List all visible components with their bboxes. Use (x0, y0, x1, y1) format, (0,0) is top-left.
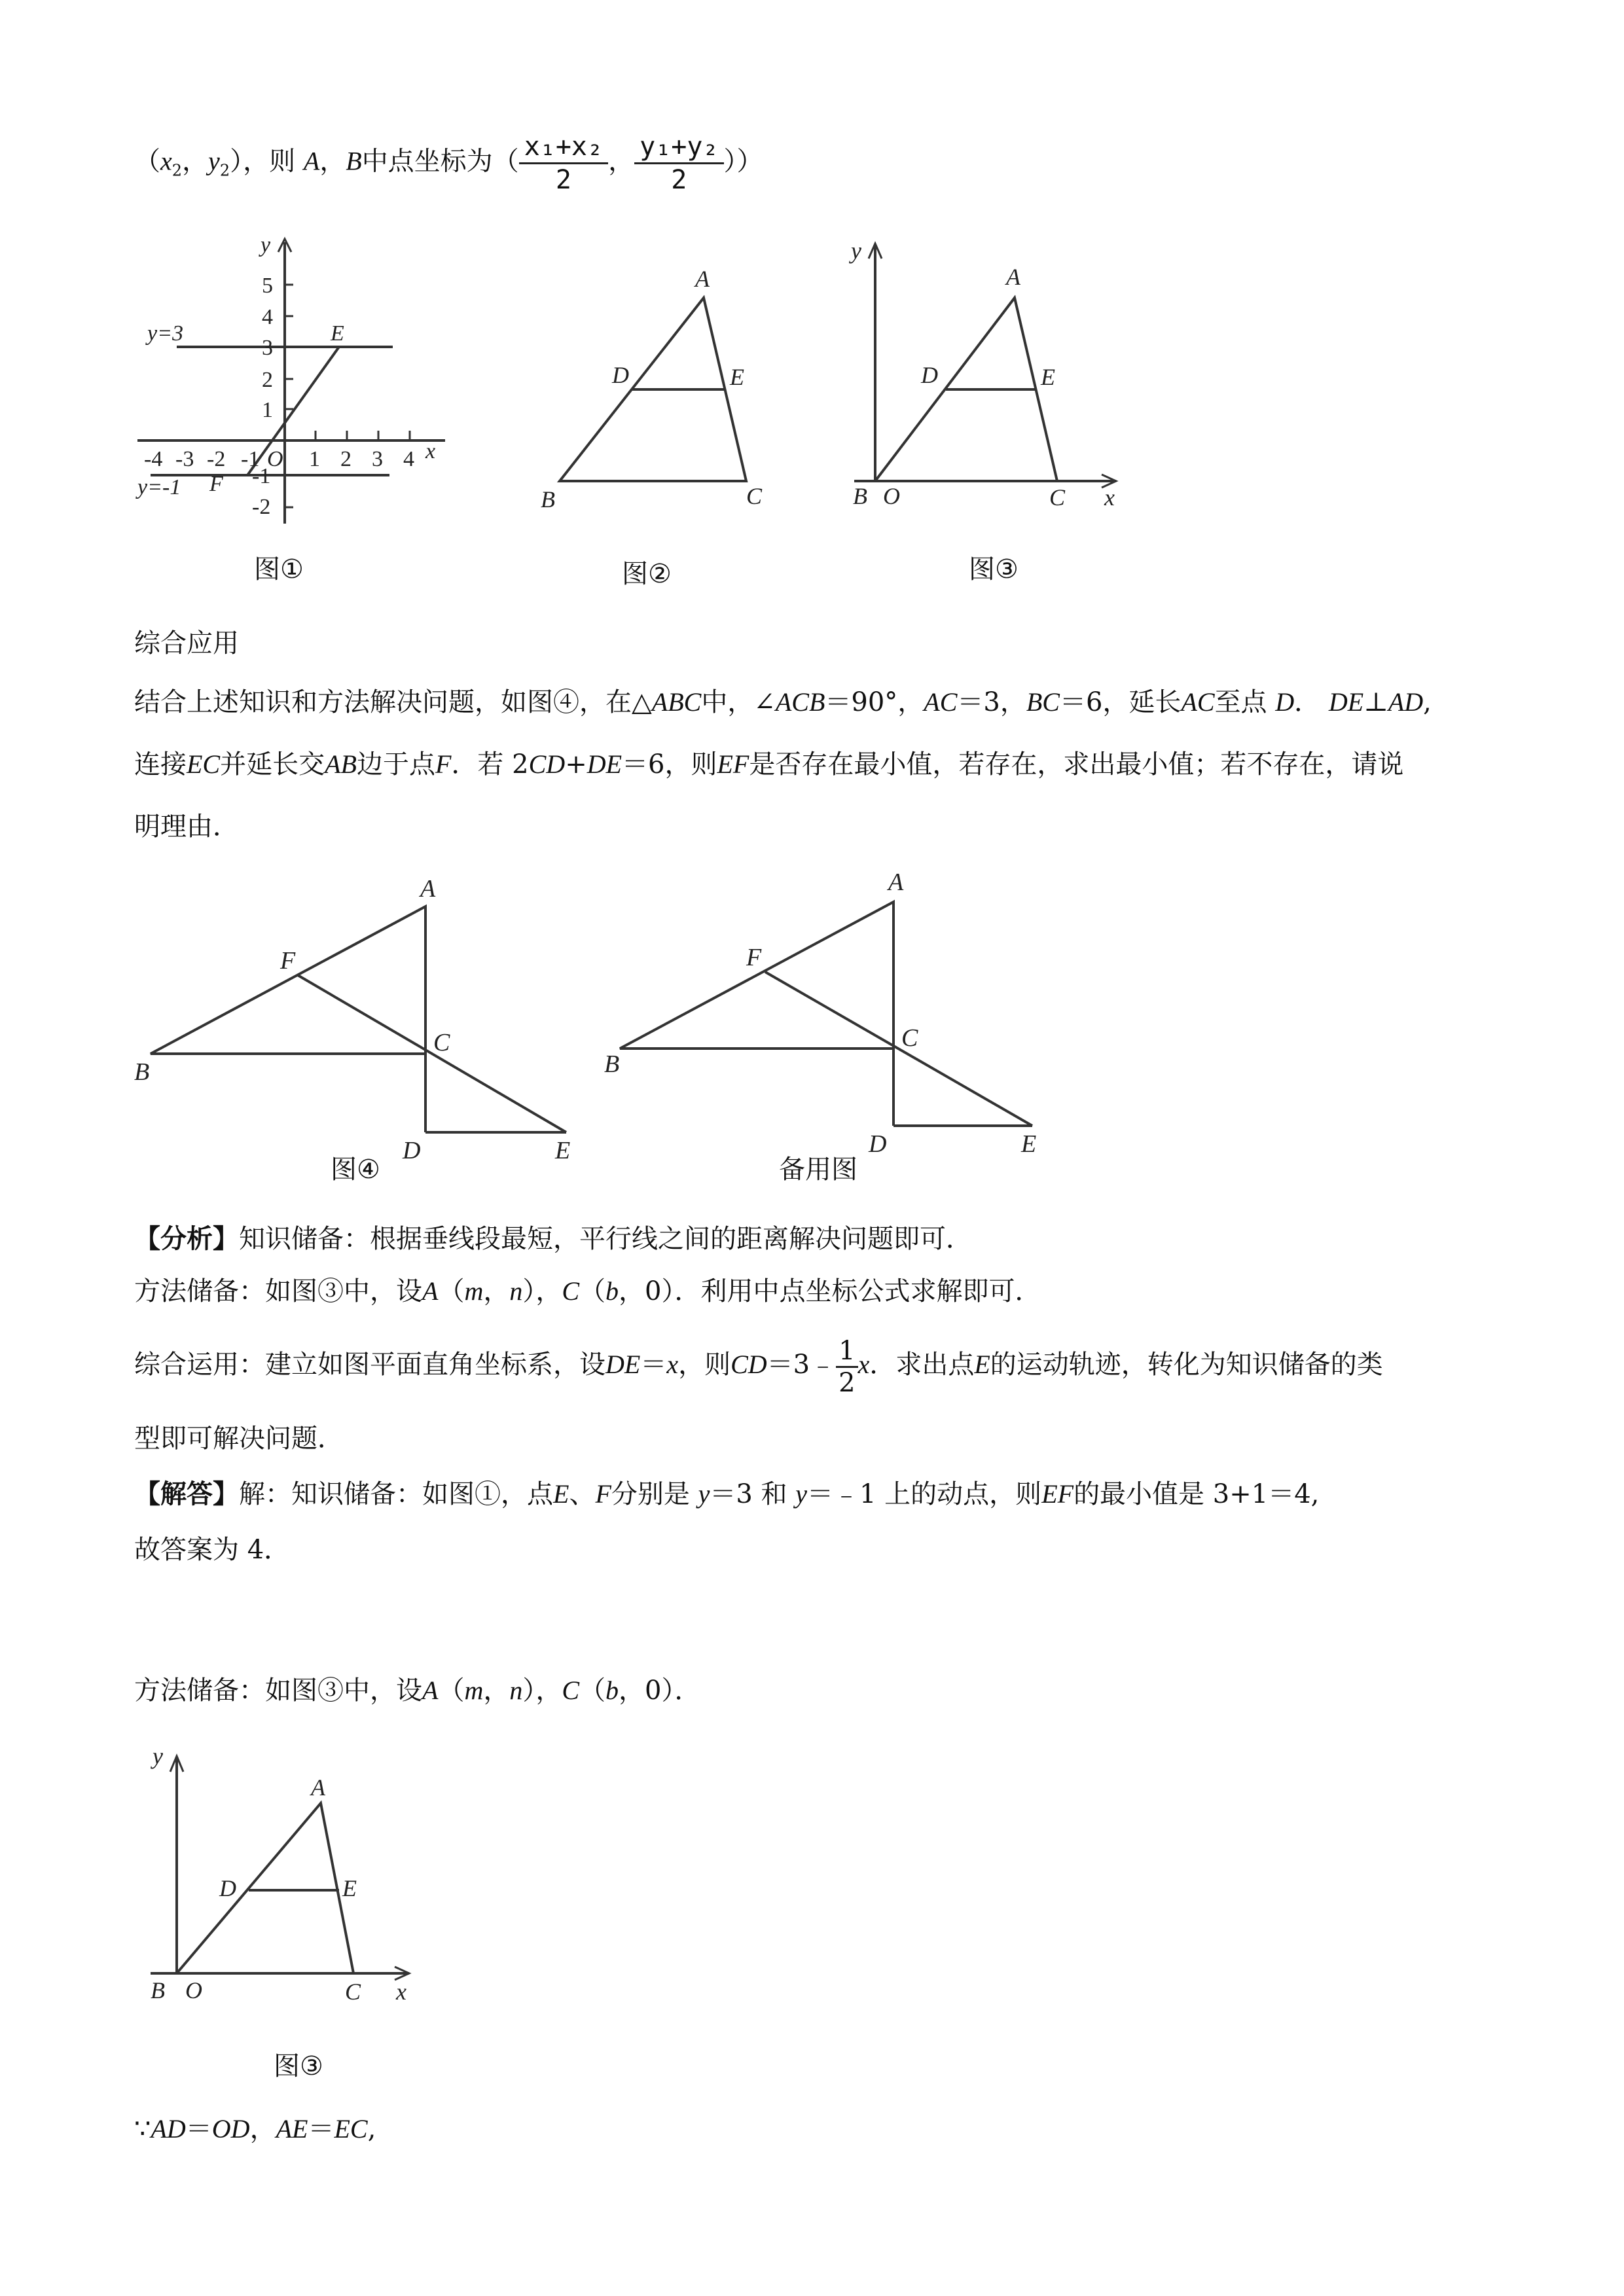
analysis-line-4: 型即可解决问题． (134, 1424, 344, 1454)
var: AE (276, 2114, 308, 2144)
subscript: 2 (171, 161, 183, 180)
text: ， (182, 146, 209, 177)
y-axis-label: y (261, 233, 271, 257)
var: ABC (651, 687, 702, 717)
point-label-b: B (151, 1977, 165, 2003)
caption-fig4: 图④ (331, 1155, 380, 1185)
var-y: y (208, 146, 220, 176)
var: DE (1328, 687, 1364, 717)
text: ＝﹣1 上的动点，则 (807, 1479, 1042, 1509)
point-label-f: F (209, 472, 223, 496)
text: ），则 (230, 146, 296, 177)
point-label-c: C (901, 1024, 918, 1052)
text: ＝3， (957, 687, 1026, 717)
numerator: y₁+y₂ (634, 131, 723, 164)
text: 方法储备：如图③中，设 (134, 1676, 422, 1706)
analysis-line-3 (134, 1332, 1383, 1398)
tick-label: 5 (262, 274, 273, 298)
caption-fig5: 图③ (274, 2051, 323, 2081)
var: C (562, 1676, 580, 1705)
var: b (605, 1676, 619, 1705)
tick-label: -3 (175, 447, 194, 471)
var: n (509, 1276, 523, 1306)
text: ，0）．利用中点坐标公式求解即可． (619, 1276, 1041, 1306)
y-axis-label: y (153, 1743, 163, 1769)
solution-line-2: 故答案为 4． (134, 1535, 291, 1565)
midpoint-formula-line (134, 131, 763, 196)
problem-line-2 (134, 746, 1403, 783)
tick-label: 1 (262, 398, 273, 422)
text: ， (249, 2114, 276, 2144)
var: DE (586, 749, 623, 779)
text: 综合运用：建立如图平面直角坐标系，设 (134, 1350, 605, 1380)
var: A (422, 1276, 439, 1306)
text: （ (579, 1676, 606, 1706)
denominator: 2 (671, 165, 687, 195)
var: EC (334, 2114, 368, 2144)
figure-5 (134, 1738, 448, 2013)
caption-fig3: 图③ (969, 554, 1019, 584)
var: m (464, 1276, 484, 1306)
fraction-x (519, 131, 608, 196)
text: ＝90°， (825, 687, 924, 717)
text: （ (438, 1276, 465, 1306)
fraction-half (836, 1336, 857, 1398)
tick-label: -4 (144, 447, 163, 471)
point-label-b: B (134, 1058, 150, 1086)
point-label-d: D (869, 1130, 887, 1158)
point-label-c: C (746, 483, 763, 509)
tick-label: 1 (309, 447, 320, 471)
point-label-c: C (1049, 484, 1066, 511)
text: ）） (723, 146, 763, 177)
var: AD (1388, 687, 1424, 717)
text: ＝ (640, 1350, 667, 1380)
tick-label: 3 (262, 336, 273, 360)
text: ＝6，则 (622, 749, 717, 780)
var: E (553, 1479, 569, 1509)
var: F (435, 749, 452, 779)
var: m (464, 1676, 484, 1705)
solution-line-3 (134, 1672, 700, 1709)
point-label-e: E (331, 321, 344, 346)
var: ACB (775, 687, 825, 717)
point-label-e: E (555, 1137, 571, 1164)
point-label-a: A (420, 875, 436, 903)
triangle-abc (620, 902, 893, 1049)
text: 中点坐标为（ (361, 146, 519, 177)
caption-fig1: 图① (254, 554, 304, 584)
figure-4 (131, 867, 602, 1181)
figure-spare (592, 864, 1064, 1178)
var: AC (924, 687, 958, 717)
text: 中，∠ (701, 687, 776, 717)
x-axis-label: x (1104, 484, 1115, 511)
point-label-c: C (345, 1979, 361, 2005)
var: CD (731, 1350, 767, 1379)
var: CD (528, 749, 566, 779)
var: AC (1181, 687, 1215, 717)
point-label-f: F (746, 944, 762, 971)
text: ，0）． (619, 1676, 701, 1706)
solution-line-4 (134, 2111, 376, 2147)
origin-label: O (883, 483, 900, 509)
var: y (698, 1479, 710, 1509)
var: BC (1026, 687, 1060, 717)
var: x (666, 1350, 679, 1379)
text: ）， (522, 1676, 562, 1706)
point-label-e: E (730, 364, 744, 390)
denominator: 2 (555, 165, 571, 195)
point-label-d: D (219, 1875, 236, 1901)
tick-label: 2 (340, 447, 352, 471)
text: ，则 (678, 1350, 731, 1380)
text: 分别是 (611, 1479, 690, 1509)
text: ＝3 和 (710, 1479, 787, 1509)
var: EF (1041, 1479, 1074, 1509)
text: 解：知识储备：如图①，点 (239, 1479, 553, 1509)
point-label-b: B (853, 483, 867, 509)
text: + (565, 749, 587, 780)
analysis-line-1 (134, 1221, 972, 1257)
tag: 【分析】 (134, 1223, 239, 1254)
section-title: 综合应用 (134, 628, 239, 658)
point-label-c: C (433, 1029, 450, 1056)
var: AD (151, 2114, 186, 2144)
fraction-y (634, 131, 723, 196)
tick-label: -2 (252, 495, 271, 519)
text: , (1423, 687, 1432, 717)
var-B: B (346, 146, 362, 176)
numerator: x₁+x₂ (519, 131, 608, 164)
point-label-b: B (604, 1050, 620, 1078)
var: DE (605, 1350, 641, 1379)
text: 的最小值是 3+1＝4, (1074, 1479, 1320, 1509)
y-axis-label: y (851, 238, 861, 264)
text: 并延长交 (220, 749, 325, 780)
point-label-a: A (695, 266, 710, 292)
origin-label: O (185, 1977, 202, 2003)
text: 方法储备：如图③中，设 (134, 1276, 422, 1306)
var: EF (717, 749, 749, 779)
var: OD (211, 2114, 250, 2144)
point-label-e: E (342, 1875, 357, 1901)
point-label-a: A (311, 1774, 325, 1801)
problem-line-3: 明理由． (134, 812, 239, 842)
analysis-line-2 (134, 1273, 1041, 1310)
denominator: 2 (839, 1367, 856, 1398)
tag: 【解答】 (134, 1479, 239, 1509)
caption-fig2: 图② (622, 559, 672, 589)
var: D (1275, 687, 1295, 717)
text: ＝ (185, 2114, 212, 2144)
point-label-f: F (280, 947, 296, 975)
text: ， (483, 1276, 510, 1306)
text: 至点 (1214, 687, 1267, 717)
line-label-ym1: y=-1 (137, 475, 181, 499)
text: 、 (569, 1479, 596, 1509)
point-label-e: E (1021, 1130, 1037, 1158)
tick-label: -1 (252, 464, 271, 488)
var-A: A (303, 146, 320, 176)
subscript: 2 (219, 161, 230, 180)
text: （ (579, 1276, 606, 1306)
point-label-d: D (612, 362, 629, 388)
solution-line-1 (134, 1476, 1319, 1513)
var: C (562, 1276, 580, 1306)
text: ， (608, 146, 635, 177)
figure-1 (131, 232, 471, 573)
line-label-y3: y=3 (147, 321, 184, 346)
var: n (509, 1676, 523, 1705)
point-label-a: A (888, 869, 904, 896)
tick-label: -2 (207, 447, 226, 471)
text: 连接 (134, 749, 187, 780)
text: ＝ (308, 2114, 334, 2144)
var: A (422, 1676, 439, 1705)
var: AB (325, 749, 357, 779)
var: EC (187, 749, 221, 779)
text: ∵ (134, 2114, 151, 2144)
var: x (857, 1350, 870, 1379)
point-label-b: B (541, 486, 555, 512)
text: ． (1294, 687, 1321, 717)
origin-label: O (267, 447, 283, 471)
x-axis-label: x (396, 1979, 406, 2005)
text: 边于点 (357, 749, 435, 780)
triangle-abc (151, 906, 425, 1054)
point-label-d: D (921, 362, 938, 388)
text: 结合上述知识和方法解决问题，如图④，在△ (134, 687, 652, 717)
text: , (367, 2114, 376, 2144)
segment-ef (247, 347, 339, 475)
var-x: x (160, 146, 172, 176)
text: ＝6，延长 (1059, 687, 1182, 717)
text: ⊥ (1363, 687, 1388, 717)
tick-label: -1 (241, 447, 260, 471)
text: ＝3﹣ (767, 1350, 837, 1380)
tick-label: 4 (403, 447, 414, 471)
text: 是否存在最小值，若存在，求出最小值；若不存在，请说 (749, 749, 1404, 780)
caption-spare: 备用图 (779, 1155, 857, 1185)
var: b (605, 1276, 619, 1306)
point-label-a: A (1006, 264, 1020, 290)
text: 知识储备：根据垂线段最短，平行线之间的距离解决问题即可． (239, 1224, 972, 1254)
x-axis-label: x (425, 439, 436, 463)
var: F (595, 1479, 611, 1509)
text: ．若 2 (451, 749, 529, 780)
text: ．求出点 (869, 1350, 975, 1380)
text: ）， (522, 1276, 562, 1306)
point-label-e: E (1041, 364, 1055, 390)
text: ， (483, 1676, 510, 1706)
tick-label: 4 (262, 305, 273, 329)
var: E (974, 1350, 990, 1379)
text: （ (134, 146, 160, 177)
triangle-abc (177, 1803, 353, 1973)
tick-label: 2 (262, 368, 273, 392)
tick-label: 3 (372, 447, 383, 471)
numerator: 1 (836, 1336, 857, 1368)
point-label-d: D (403, 1137, 421, 1164)
text: 的运动轨迹，转化为知识储备的类 (990, 1350, 1383, 1380)
problem-line-1 (134, 684, 1432, 721)
var: y (795, 1479, 808, 1509)
figure-2 (530, 262, 805, 524)
figure-3 (828, 236, 1142, 524)
text: （ (438, 1676, 465, 1706)
text: ， (319, 146, 346, 177)
